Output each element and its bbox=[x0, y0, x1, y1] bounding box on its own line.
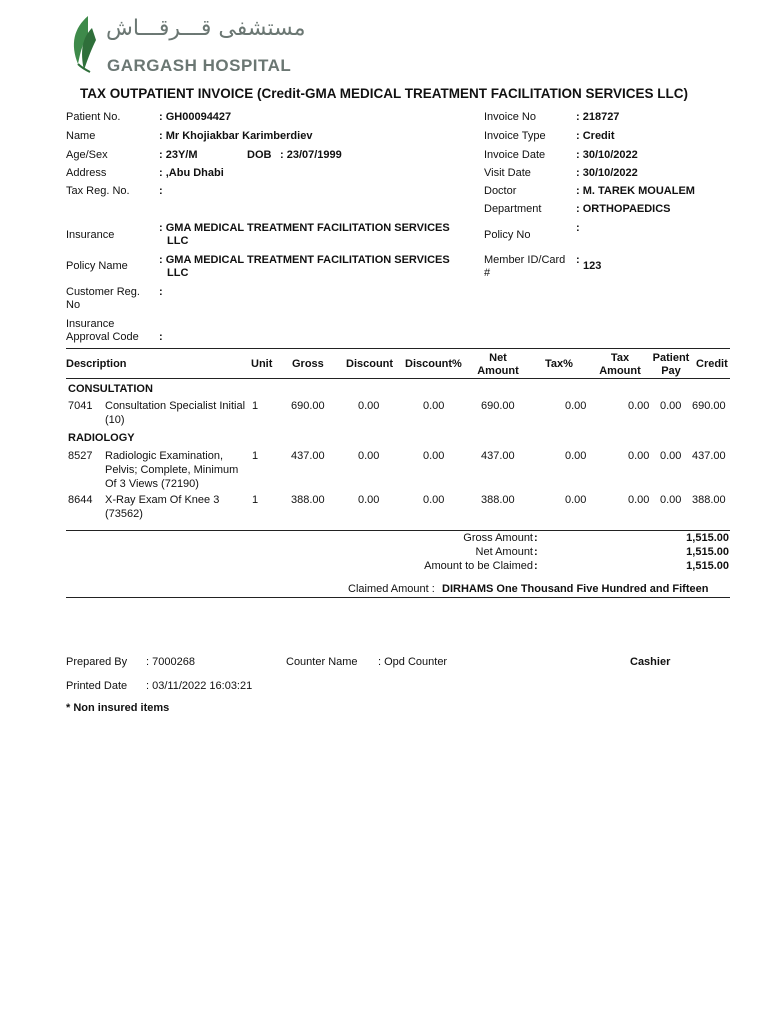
member-id-label-line2: # bbox=[484, 267, 491, 279]
insurance-label: Insurance bbox=[66, 229, 115, 241]
row-gross: 388.00 bbox=[291, 494, 325, 506]
row-description-line: (10) bbox=[105, 414, 125, 426]
col-tax-pct-header: Tax% bbox=[545, 358, 573, 370]
col-net-amount-header-line2: Amount bbox=[477, 365, 519, 377]
invoice-date-label: Invoice Date bbox=[484, 149, 546, 161]
row-net-amount: 388.00 bbox=[481, 494, 515, 506]
department-label: Department bbox=[484, 203, 542, 215]
row-description-line: Consultation Specialist Initial bbox=[105, 400, 246, 412]
customer-reg-value: : bbox=[159, 286, 163, 298]
row-patient-pay: 0.00 bbox=[660, 450, 682, 462]
row-description-line: X-Ray Exam Of Knee 3 bbox=[105, 494, 220, 506]
col-tax-amount-header-line2: Amount bbox=[599, 365, 641, 377]
row-credit: 690.00 bbox=[692, 400, 726, 412]
col-gross-header: Gross bbox=[292, 358, 324, 370]
row-tax-pct: 0.00 bbox=[565, 494, 587, 506]
age-sex-label: Age/Sex bbox=[66, 149, 108, 161]
table-header-rule bbox=[66, 378, 730, 379]
hospital-english-name: GARGASH HOSPITAL bbox=[107, 56, 292, 75]
col-discount-header: Discount bbox=[346, 358, 394, 370]
row-credit: 388.00 bbox=[692, 494, 726, 506]
row-patient-pay: 0.00 bbox=[660, 494, 682, 506]
table-row bbox=[0, 400, 768, 430]
address-label: Address bbox=[66, 167, 107, 179]
name-value: : Mr Khojiakbar Karimberdiev bbox=[159, 130, 313, 142]
col-net-amount-header bbox=[476, 352, 520, 378]
name-label: Name bbox=[66, 130, 96, 142]
group-heading: CONSULTATION bbox=[68, 383, 153, 395]
row-discount: 0.00 bbox=[358, 494, 380, 506]
row-tax-pct: 0.00 bbox=[565, 400, 587, 412]
insurance-approval-label-line2: Approval Code bbox=[66, 331, 139, 343]
col-tax-amount-header-line1: Tax bbox=[610, 352, 630, 364]
amount-to-claim-value: 1,515.00 bbox=[686, 560, 729, 572]
row-description-line: Of 3 Views (72190) bbox=[105, 478, 199, 490]
row-discount: 0.00 bbox=[358, 400, 380, 412]
net-amount-value: 1,515.00 bbox=[686, 546, 729, 558]
counter-name-value: : Opd Counter bbox=[378, 656, 448, 668]
row-tax-amount: 0.00 bbox=[628, 494, 650, 506]
invoice-no-label: Invoice No bbox=[484, 111, 536, 123]
patient-no-label: Patient No. bbox=[66, 111, 121, 123]
invoice-type-value: : Credit bbox=[576, 130, 615, 142]
invoice-date-value: : 30/10/2022 bbox=[576, 149, 638, 161]
row-tax-amount: 0.00 bbox=[628, 450, 650, 462]
prepared-by-value: : 7000268 bbox=[146, 656, 195, 668]
hospital-logo bbox=[66, 14, 306, 76]
gross-amount-label: Gross Amount bbox=[463, 532, 533, 544]
cashier-label: Cashier bbox=[630, 656, 671, 668]
invoice-type-label: Invoice Type bbox=[484, 130, 546, 142]
col-net-amount-header-line1: Net bbox=[489, 352, 507, 364]
leaf-logo-icon bbox=[66, 14, 102, 74]
row-unit: 1 bbox=[252, 400, 259, 412]
dob-value: : 23/07/1999 bbox=[280, 149, 342, 161]
insurance-value-line2: LLC bbox=[167, 235, 189, 247]
row-patient-pay: 0.00 bbox=[660, 400, 682, 412]
policy-name-value-line2: LLC bbox=[167, 267, 189, 279]
col-patient-pay-header-line2: Pay bbox=[661, 365, 681, 377]
table-top-rule bbox=[66, 348, 730, 349]
doctor-label: Doctor bbox=[484, 185, 517, 197]
row-discount: 0.00 bbox=[358, 450, 380, 462]
totals-rule bbox=[66, 530, 730, 531]
col-credit-header: Credit bbox=[696, 358, 728, 370]
col-description-header: Description bbox=[66, 358, 127, 370]
printed-date-label: Printed Date bbox=[66, 680, 128, 692]
visit-date-label: Visit Date bbox=[484, 167, 531, 179]
net-amount-colon: : bbox=[534, 546, 538, 558]
policy-no-value: : bbox=[576, 222, 580, 234]
tax-reg-label: Tax Reg. No. bbox=[66, 185, 130, 197]
non-insured-note: * Non insured items bbox=[66, 702, 170, 714]
insurance-approval-value: : bbox=[159, 331, 163, 343]
row-description-line: Pelvis; Complete, Minimum bbox=[105, 464, 239, 476]
row-code: 8527 bbox=[68, 450, 93, 462]
row-gross: 437.00 bbox=[291, 450, 325, 462]
department-value: : ORTHOPAEDICS bbox=[576, 203, 671, 215]
policy-no-label: Policy No bbox=[484, 229, 531, 241]
amount-to-claim-colon: : bbox=[534, 560, 538, 572]
insurance-value-line1: : GMA MEDICAL TREATMENT FACILITATION SERVICES bbox=[159, 222, 450, 234]
member-id-colon: : bbox=[576, 254, 580, 266]
col-discount-pct-header: Discount% bbox=[405, 358, 462, 370]
dob-label: DOB bbox=[247, 149, 272, 161]
col-patient-pay-header bbox=[651, 352, 691, 378]
insurance-approval-label-line1: Insurance bbox=[66, 318, 115, 330]
claimed-rule bbox=[66, 597, 730, 598]
table-row bbox=[0, 494, 768, 524]
row-unit: 1 bbox=[252, 494, 259, 506]
row-net-amount: 690.00 bbox=[481, 400, 515, 412]
net-amount-label: Net Amount bbox=[475, 546, 533, 558]
row-credit: 437.00 bbox=[692, 450, 726, 462]
row-code: 8644 bbox=[68, 494, 93, 506]
customer-reg-label-line1: Customer Reg. bbox=[66, 286, 140, 298]
prepared-by-label: Prepared By bbox=[66, 656, 128, 668]
member-id-value: 123 bbox=[583, 260, 602, 272]
amount-to-claim-label: Amount to be Claimed bbox=[424, 560, 533, 572]
row-discount-pct: 0.00 bbox=[423, 494, 445, 506]
col-tax-amount-header bbox=[597, 352, 643, 378]
printed-date-value: : 03/11/2022 16:03:21 bbox=[146, 680, 253, 692]
visit-date-value: : 30/10/2022 bbox=[576, 167, 638, 179]
row-tax-pct: 0.00 bbox=[565, 450, 587, 462]
customer-reg-label-line2: No bbox=[66, 299, 81, 311]
row-discount-pct: 0.00 bbox=[423, 400, 445, 412]
gross-amount-colon: : bbox=[534, 532, 538, 544]
claimed-amount-label: Claimed Amount : bbox=[348, 583, 435, 595]
row-description-line: Radiologic Examination, bbox=[105, 450, 224, 462]
doctor-value: : M. TAREK MOUALEM bbox=[576, 185, 695, 197]
counter-name-label: Counter Name bbox=[286, 656, 358, 668]
row-net-amount: 437.00 bbox=[481, 450, 515, 462]
tax-reg-value: : bbox=[159, 185, 163, 197]
claimed-amount-words: DIRHAMS One Thousand Five Hundred and Fifteen bbox=[442, 583, 709, 595]
hospital-arabic-name: مستشفى قـــرقـــاش bbox=[106, 16, 306, 41]
patient-no-value: : GH00094427 bbox=[159, 111, 232, 123]
invoice-no-value: : 218727 bbox=[576, 111, 620, 123]
gross-amount-value: 1,515.00 bbox=[686, 532, 729, 544]
policy-name-value-line1: : GMA MEDICAL TREATMENT FACILITATION SERVICES bbox=[159, 254, 450, 266]
member-id-label-line1: Member ID/Card bbox=[484, 254, 566, 266]
row-tax-amount: 0.00 bbox=[628, 400, 650, 412]
col-patient-pay-header-line1: Patient bbox=[652, 352, 690, 364]
row-gross: 690.00 bbox=[291, 400, 325, 412]
row-unit: 1 bbox=[252, 450, 259, 462]
table-row bbox=[0, 450, 768, 492]
row-discount-pct: 0.00 bbox=[423, 450, 445, 462]
row-code: 7041 bbox=[68, 400, 93, 412]
group-heading: RADIOLOGY bbox=[68, 432, 135, 444]
invoice-title: TAX OUTPATIENT INVOICE (Credit-GMA MEDICAL TREATMENT FACILITATION SERVICES LLC) bbox=[80, 86, 688, 101]
age-sex-value: : 23Y/M bbox=[159, 149, 198, 161]
col-unit-header: Unit bbox=[251, 358, 273, 370]
row-description-line: (73562) bbox=[105, 508, 143, 520]
address-value: : ,Abu Dhabi bbox=[159, 167, 224, 179]
policy-name-label: Policy Name bbox=[66, 260, 128, 272]
